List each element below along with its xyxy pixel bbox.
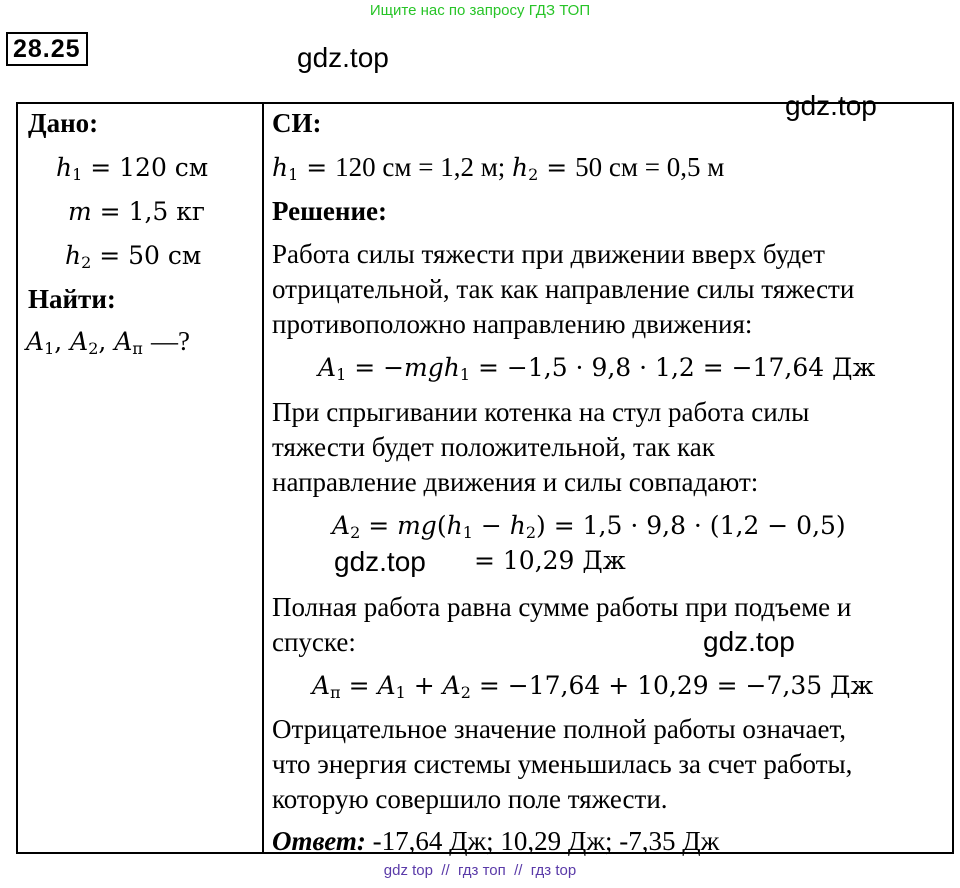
find-values: $A_1$, $A_2$, $A_п$ —? (26, 326, 190, 358)
given-h2: $h_2 = 50$ см (65, 241, 202, 272)
solution-paragraph: направление движения и силы совпадают: (272, 467, 759, 497)
solution-paragraph: тяжести будет положительной, так как (272, 432, 715, 462)
solution-paragraph: Отрицательное значение полной работы означает, (272, 714, 846, 744)
column-divider (262, 104, 264, 852)
answer-label: Ответ: (272, 826, 366, 856)
si-h1: 120 см = 1,2 м; (335, 152, 506, 182)
solution-paragraph: что энергия системы уменьшилась за счет работы, (272, 749, 853, 779)
solution-paragraph: отрицательной, так как направление силы тяжести (272, 274, 855, 304)
footer-links: gdz top // гдз топ // гдз top (383, 862, 577, 879)
solution-paragraph: которую совершило поле тяжести. (272, 784, 668, 814)
equation-work-up: $A_1 = -mgh_1 = -1,5 \cdot 9,8 \cdot 1,2 = -17,64$ Дж (318, 353, 876, 384)
given-m-value: 1,5 кг (128, 197, 205, 226)
solution-paragraph: противоположно направлению движения: (272, 309, 753, 339)
watermark: gdz.top (703, 626, 795, 657)
equation-total-work: $A_п = A_1 + A_2 = -17,64 + 10,29 = -7,35$ Дж (312, 671, 874, 702)
solution-title: Решение: (272, 196, 387, 226)
equation-work-up-value: = −1,5 · 9,8 · 1,2 = −17,64 Дж (478, 353, 876, 382)
top-banner: Ищите нас по запросу ГДЗ ТОП (369, 2, 591, 19)
equation-work-down-result: = 10,29 Дж (474, 546, 626, 575)
si-conversions: $h_1 = 120$ см = 1,2 м; $h_2 = 50$ см = 0,5 м (272, 152, 725, 184)
given-m: m = 1,5 кг (68, 197, 205, 226)
equation-work-down-value: = 1,5 · 9,8 · (1,2 − 0,5) (553, 511, 846, 540)
solution-paragraph: При спрыгивании котенка на стул работа силы (272, 397, 810, 427)
answer-line (272, 824, 719, 858)
solution-paragraph: Полная работа равна сумме работы при подъеме и (272, 592, 852, 622)
find-title: Найти: (28, 284, 116, 314)
solution-paragraph: Работа силы тяжести при движении вверх будет (272, 239, 825, 269)
watermark: gdz.top (785, 90, 877, 121)
given-h1: $h_1 = 120$ см (56, 153, 209, 184)
equation-work-down: $A_2 = mg(h_1 - h_2) = 1,5 \cdot 9,8 \cdot (1,2 - 0,5)$ (332, 511, 846, 542)
answer-text: -17,64 Дж; 10,29 Дж; -7,35 Дж (365, 826, 720, 856)
solution-paragraph: спуске: (272, 627, 356, 657)
watermark: gdz.top (334, 546, 426, 577)
given-h1-value: 120 см (119, 153, 209, 182)
given-h2-value: 50 см (128, 241, 202, 270)
task-number: 28.25 (6, 32, 88, 66)
equation-total-work-value: = −17,64 + 10,29 = −7,35 Дж (478, 671, 874, 700)
watermark: gdz.top (297, 42, 389, 73)
si-h2: 50 см = 0,5 м (575, 152, 725, 182)
si-title: СИ: (272, 108, 322, 138)
find-suffix: —? (151, 326, 190, 356)
solution-table (16, 102, 954, 854)
given-title: Дано: (28, 108, 99, 138)
